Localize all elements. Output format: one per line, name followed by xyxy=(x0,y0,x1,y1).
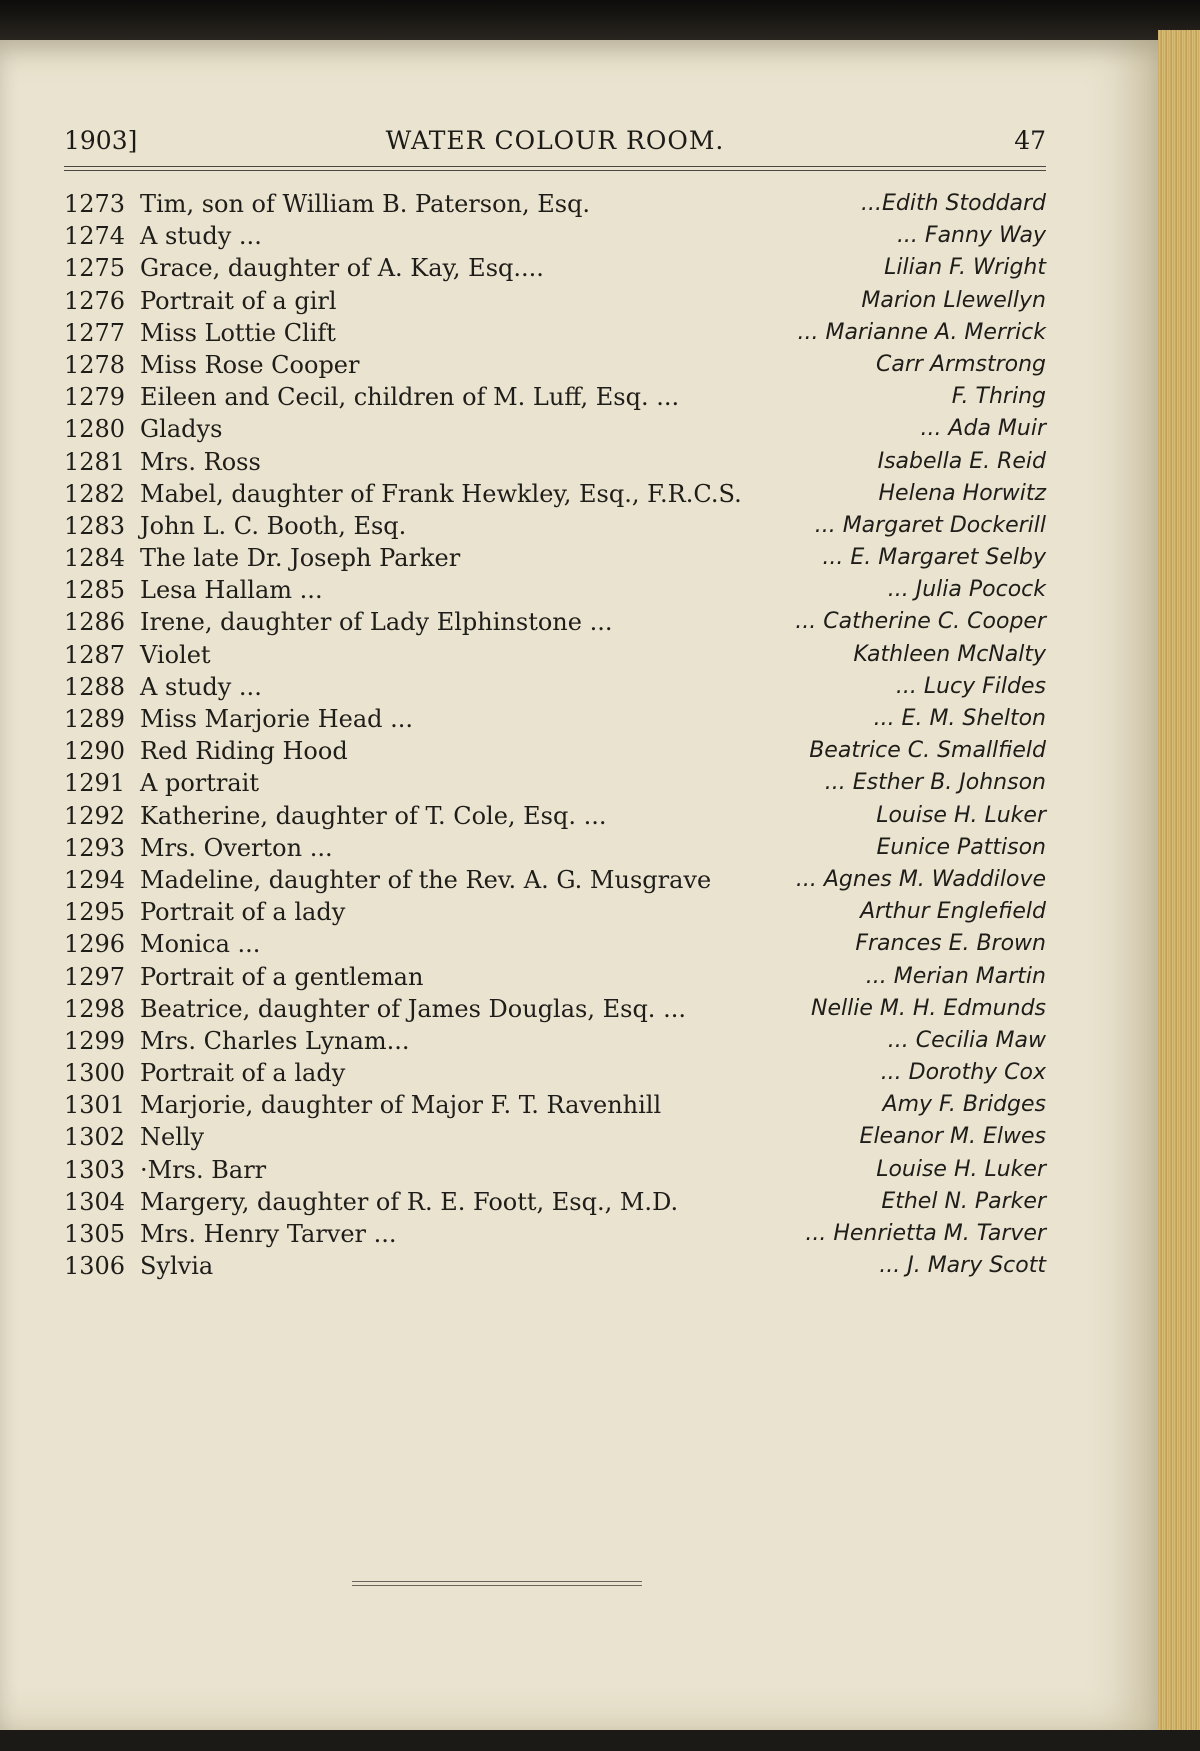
entry-title: Miss Rose Cooper xyxy=(140,350,360,379)
entry-number: 1288 xyxy=(64,672,126,701)
entry-title: Miss Lottie Clift xyxy=(140,318,336,347)
catalog-entry xyxy=(64,767,1046,799)
entry-title: Mrs. Charles Lynam... xyxy=(140,1026,410,1055)
entry-artist: Frances E. Brown xyxy=(855,931,1046,957)
entry-title: Portrait of a lady xyxy=(140,898,346,927)
entry-artist: ... E. M. Shelton xyxy=(873,706,1046,731)
entry-number: 1290 xyxy=(64,737,126,766)
entry-number: 1297 xyxy=(64,962,126,991)
entry-artist: Helena Horwitz xyxy=(878,480,1046,506)
entry-artist: ... Margaret Dockerill xyxy=(814,512,1046,538)
catalog-entry xyxy=(64,864,1046,896)
entry-title: Margery, daughter of R. E. Foott, Esq., M.D. xyxy=(140,1187,679,1216)
entry-artist: Louise H. Luker xyxy=(876,1156,1046,1182)
entry-number: 1306 xyxy=(64,1252,126,1281)
entry-number: 1282 xyxy=(64,479,126,508)
entry-artist: ... Dorothy Cox xyxy=(880,1060,1046,1086)
header-rule xyxy=(64,166,1046,171)
catalog-entry xyxy=(64,252,1046,284)
entry-number: 1304 xyxy=(64,1187,126,1216)
catalog-entry xyxy=(64,639,1046,671)
entry-number: 1293 xyxy=(64,833,126,862)
catalog-entry xyxy=(64,317,1046,349)
entry-artist: ...Edith Stoddard xyxy=(861,191,1046,216)
catalog-entry xyxy=(64,703,1046,735)
entry-title: Mrs. Ross xyxy=(140,447,261,476)
entry-title: Beatrice, daughter of James Douglas, Esq. ... xyxy=(140,994,686,1023)
entry-artist: ... Lucy Fildes xyxy=(895,673,1046,699)
entry-number: 1305 xyxy=(64,1220,126,1248)
entry-title: Irene, daughter of Lady Elphinstone ... xyxy=(140,608,613,637)
entry-artist: Kathleen McNalty xyxy=(853,641,1046,667)
entry-number: 1299 xyxy=(64,1026,126,1055)
catalog-entry xyxy=(64,1057,1046,1089)
catalog-entry xyxy=(64,574,1046,606)
entry-artist: Louise H. Luker xyxy=(876,802,1046,828)
catalog-entry xyxy=(64,446,1046,478)
entry-title: Monica ... xyxy=(140,930,261,959)
entry-artist: ... Henrietta M. Tarver xyxy=(805,1221,1046,1246)
running-head xyxy=(64,126,1046,160)
catalog-entry xyxy=(64,510,1046,542)
catalog-entry xyxy=(64,606,1046,638)
entry-number: 1287 xyxy=(64,640,126,669)
entry-number: 1291 xyxy=(64,769,126,798)
catalog-entry xyxy=(64,928,1046,960)
catalog-entry xyxy=(64,285,1046,317)
catalog-entry xyxy=(64,1218,1046,1250)
entry-artist: ... Julia Pocock xyxy=(887,577,1046,603)
catalog-entry xyxy=(64,478,1046,510)
catalog-entry xyxy=(64,832,1046,864)
entry-title: A study ... xyxy=(140,672,262,701)
catalog-entry xyxy=(64,1186,1046,1218)
catalog-entry xyxy=(64,413,1046,445)
catalog-entry xyxy=(64,542,1046,574)
header-year: 1903] xyxy=(64,126,138,155)
entry-artist: ... Cecilia Maw xyxy=(887,1027,1046,1053)
entry-title: Portrait of a gentleman xyxy=(140,962,424,991)
entry-number: 1286 xyxy=(64,608,126,637)
catalog-list xyxy=(64,188,1046,1282)
catalog-entry xyxy=(64,1089,1046,1121)
entry-artist: Arthur Englefield xyxy=(860,899,1046,925)
entry-title: The late Dr. Joseph Parker xyxy=(140,544,461,573)
entry-artist: Amy F. Bridges xyxy=(882,1092,1046,1118)
entry-artist: Carr Armstrong xyxy=(876,351,1046,377)
entry-title: Red Riding Hood xyxy=(140,737,348,766)
entry-title: Mabel, daughter of Frank Hewkley, Esq., F.R.C.S. xyxy=(140,479,742,508)
entry-number: 1279 xyxy=(64,383,126,412)
entry-title: Katherine, daughter of T. Cole, Esq. ... xyxy=(140,801,607,830)
book-top-edge xyxy=(0,0,1200,42)
entry-number: 1277 xyxy=(64,318,126,347)
entry-artist: Eunice Pattison xyxy=(876,834,1046,860)
entry-title: Lesa Hallam ... xyxy=(140,576,323,605)
catalog-entry xyxy=(64,1154,1046,1186)
catalog-entry xyxy=(64,896,1046,928)
entry-title: Portrait of a lady xyxy=(140,1059,346,1088)
entry-number: 1280 xyxy=(64,415,126,444)
catalog-entry xyxy=(64,188,1046,220)
entry-number: 1294 xyxy=(64,865,126,894)
catalog-entry xyxy=(64,381,1046,413)
entry-title: Sylvia xyxy=(140,1252,214,1281)
entry-title: ·Mrs. Barr xyxy=(140,1155,267,1184)
end-rule xyxy=(352,1581,642,1586)
entry-title: Mrs. Overton ... xyxy=(140,833,333,862)
entry-artist: Beatrice C. Smallfield xyxy=(809,738,1046,764)
entry-title: Miss Marjorie Head ... xyxy=(140,705,414,733)
entry-number: 1276 xyxy=(64,286,126,315)
catalog-entry xyxy=(64,735,1046,767)
entry-title: Tim, son of William B. Paterson, Esq. xyxy=(140,190,591,218)
catalog-entry xyxy=(64,671,1046,703)
entry-number: 1296 xyxy=(64,930,126,959)
entry-number: 1292 xyxy=(64,801,126,830)
entry-artist: ... J. Mary Scott xyxy=(879,1253,1046,1279)
entry-title: Madeline, daughter of the Rev. A. G. Musgrave xyxy=(140,865,712,894)
entry-artist: ... Ada Muir xyxy=(920,416,1046,442)
entry-number: 1302 xyxy=(64,1123,126,1152)
catalog-entry xyxy=(64,961,1046,993)
entry-title: Grace, daughter of A. Kay, Esq.... xyxy=(140,254,544,283)
page-fore-edge xyxy=(1158,30,1200,1730)
entry-title: A portrait xyxy=(140,769,259,798)
catalog-entry xyxy=(64,1025,1046,1057)
entry-title: A study ... xyxy=(140,222,262,251)
entry-artist: ... Marianne A. Merrick xyxy=(797,319,1046,345)
entry-title: Nelly xyxy=(140,1123,205,1152)
catalog-entry xyxy=(64,349,1046,381)
entry-artist: ... Esther B. Johnson xyxy=(824,770,1046,796)
entry-artist: F. Thring xyxy=(951,384,1046,410)
entry-title: Eileen and Cecil, children of M. Luff, Esq. ... xyxy=(140,383,680,412)
entry-artist: ... Catherine C. Cooper xyxy=(795,609,1046,635)
catalog-entry xyxy=(64,1250,1046,1282)
entry-number: 1285 xyxy=(64,576,126,605)
entry-artist: Eleanor M. Elwes xyxy=(859,1124,1046,1150)
catalog-entry xyxy=(64,800,1046,832)
entry-artist: ... E. Margaret Selby xyxy=(822,545,1046,571)
entry-number: 1273 xyxy=(64,190,126,218)
entry-number: 1301 xyxy=(64,1091,126,1120)
entry-title: John L. C. Booth, Esq. xyxy=(140,511,407,540)
entry-title: Gladys xyxy=(140,415,223,444)
entry-number: 1289 xyxy=(64,705,126,733)
entry-artist: ... Merian Martin xyxy=(865,963,1046,989)
catalog-entry xyxy=(64,1121,1046,1153)
entry-number: 1303 xyxy=(64,1155,126,1184)
entry-number: 1275 xyxy=(64,254,126,283)
entry-artist: Isabella E. Reid xyxy=(877,448,1046,474)
entry-number: 1274 xyxy=(64,222,126,251)
entry-title: Marjorie, daughter of Major F. T. Ravenhill xyxy=(140,1091,662,1120)
entry-title: Portrait of a girl xyxy=(140,286,337,315)
entry-title: Mrs. Henry Tarver ... xyxy=(140,1220,397,1248)
header-title: WATER COLOUR ROOM. xyxy=(385,126,725,155)
entry-number: 1298 xyxy=(64,994,126,1023)
entry-artist: ... Fanny Way xyxy=(896,223,1046,249)
entry-number: 1300 xyxy=(64,1059,126,1088)
page-number: 47 xyxy=(1014,126,1046,155)
entry-artist: Lilian F. Wright xyxy=(884,255,1046,281)
entry-number: 1295 xyxy=(64,898,126,927)
entry-title: Violet xyxy=(140,640,211,669)
catalog-entry xyxy=(64,993,1046,1025)
entry-number: 1283 xyxy=(64,511,126,540)
entry-number: 1284 xyxy=(64,544,126,573)
entry-artist: Ethel N. Parker xyxy=(881,1188,1046,1214)
entry-artist: ... Agnes M. Waddilove xyxy=(795,866,1046,892)
entry-artist: Nellie M. H. Edmunds xyxy=(811,995,1046,1021)
entry-artist: Marion Llewellyn xyxy=(861,287,1046,313)
entry-number: 1278 xyxy=(64,350,126,379)
entry-number: 1281 xyxy=(64,447,126,476)
catalog-entry xyxy=(64,220,1046,252)
